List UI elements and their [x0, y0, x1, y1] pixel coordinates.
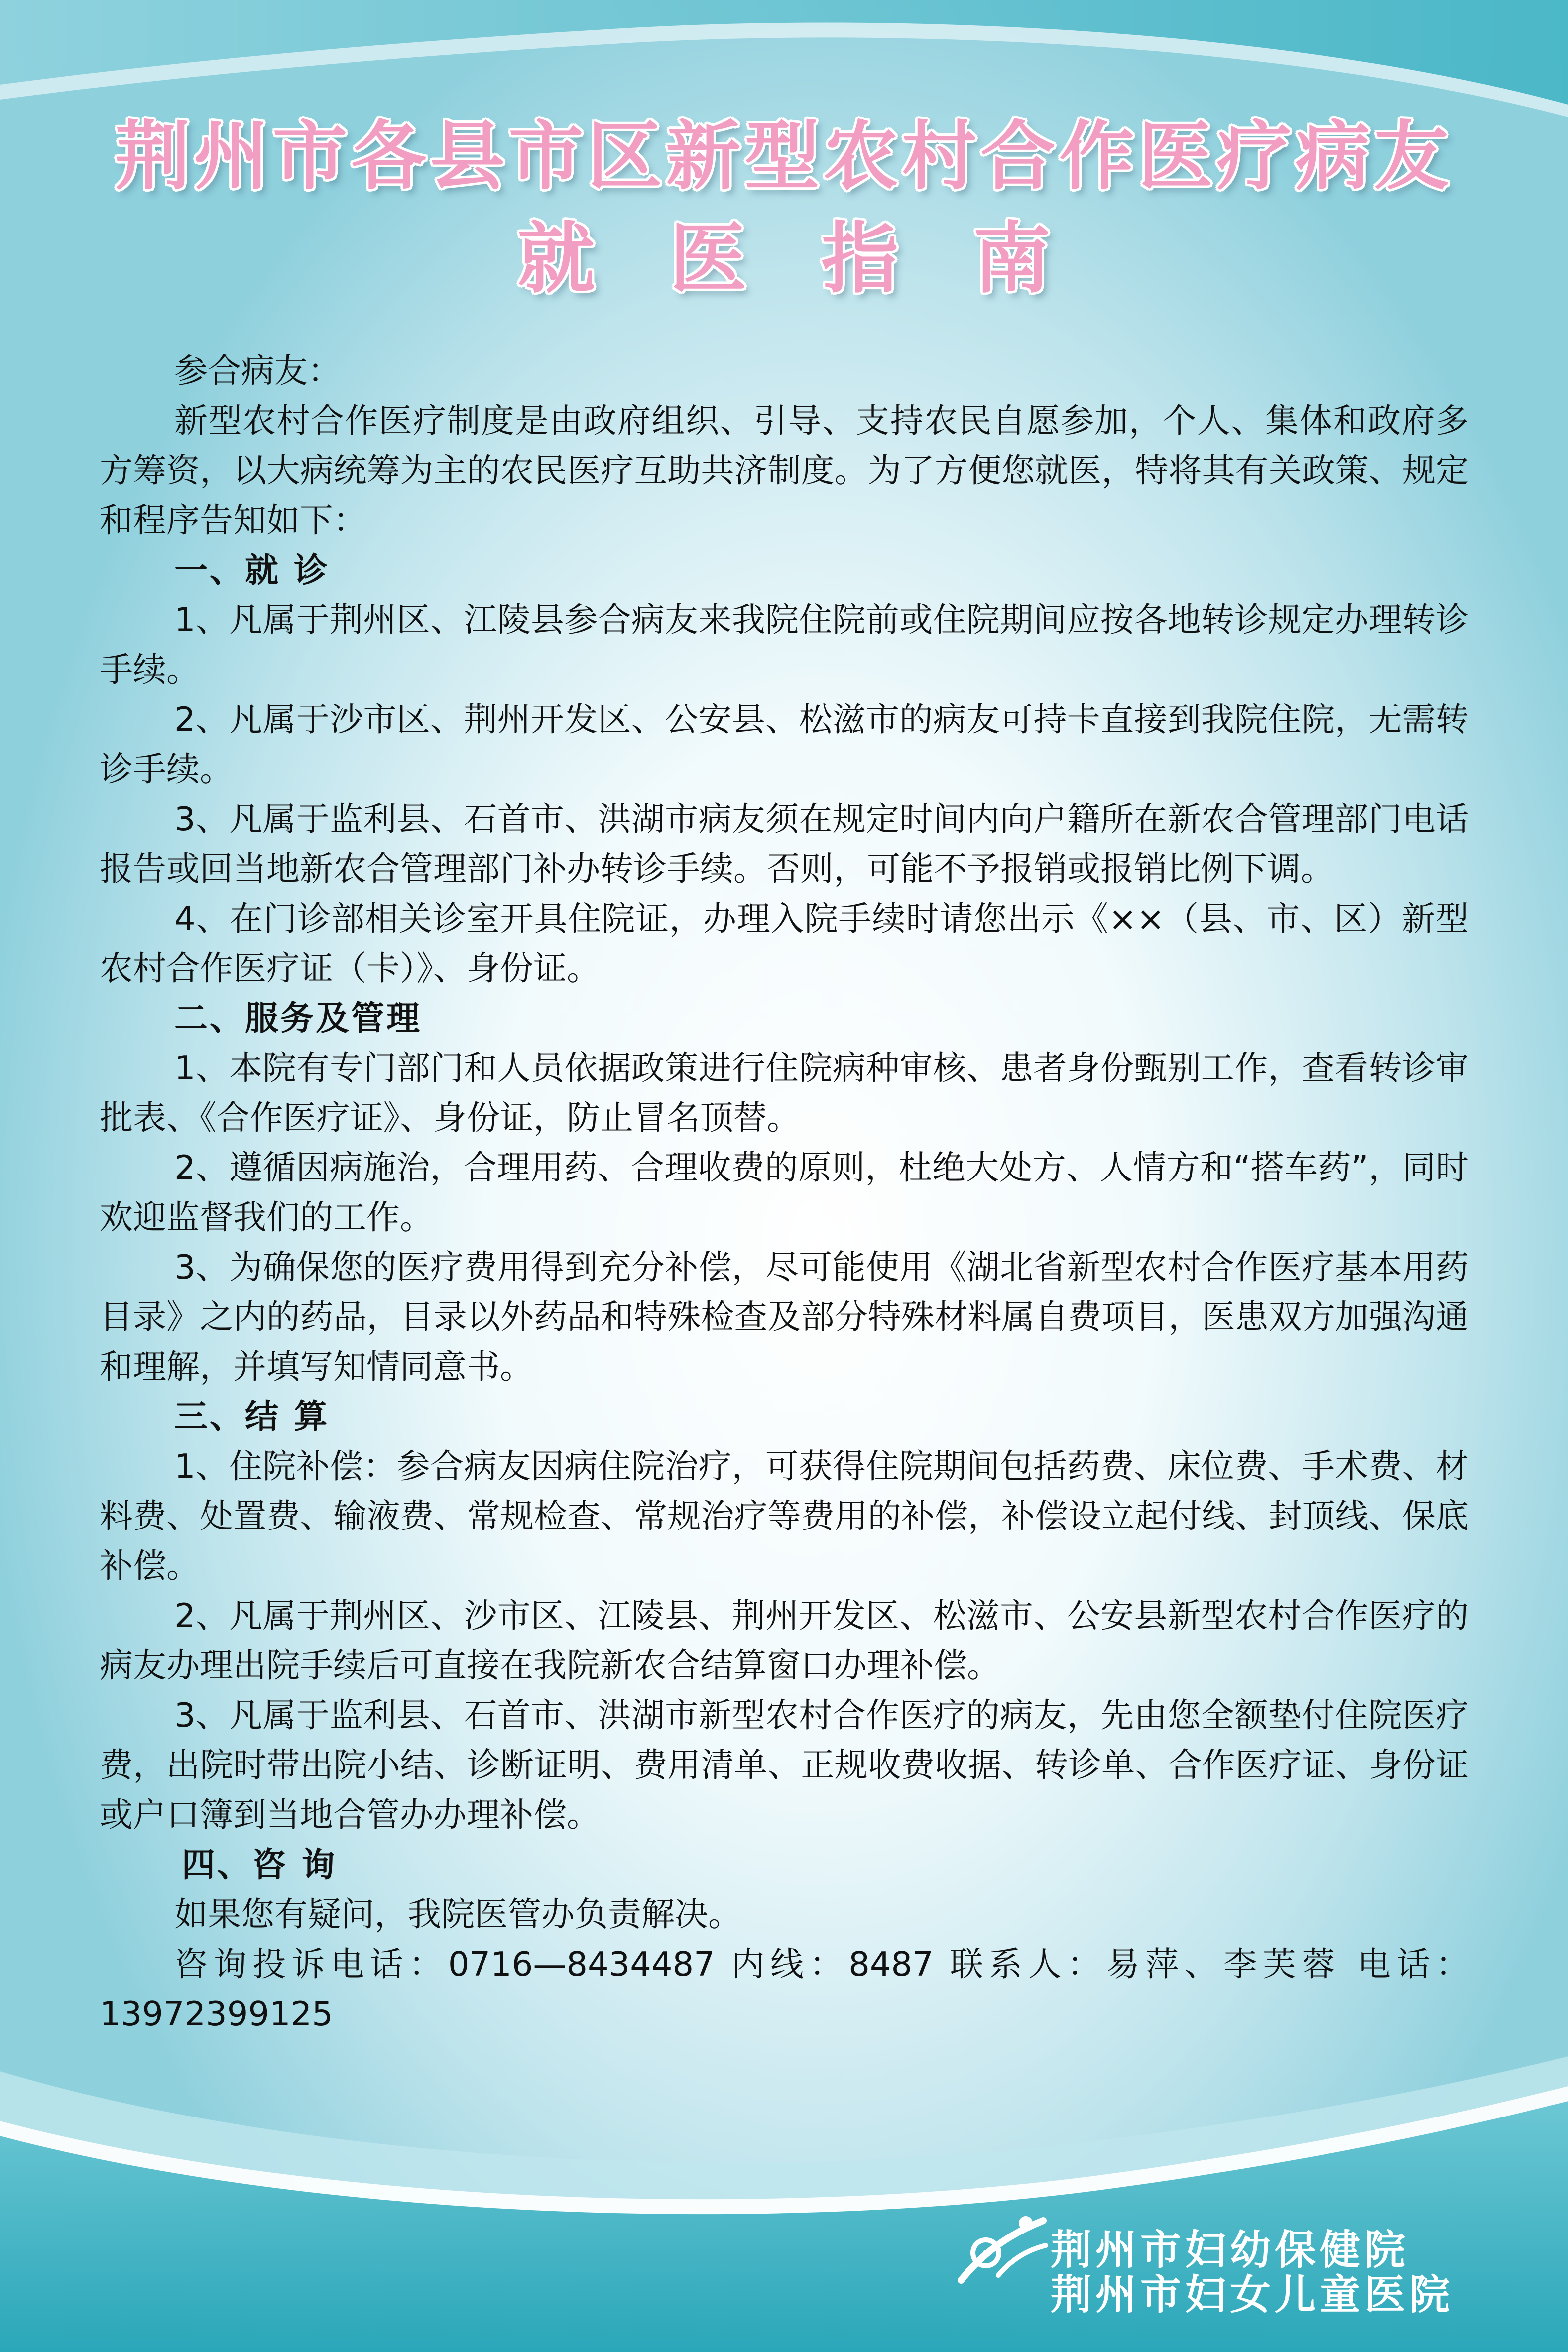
- consult-contact: 咨询投诉电话：0716—8434487 内线：8487 联系人：易萍、李芙蓉 电话：13972399125: [100, 1945, 1469, 2033]
- top-wave: [0, 0, 1568, 105]
- service-item-3: 3、为确保您的医疗费用得到充分补偿，尽可能使用《湖北省新型农村合作医疗基本用药目录》之内的药品，目录以外药品和特殊检查及部分特殊材料属自费项目，医患双方加强沟通和理解，并填写知情同意书。: [100, 1248, 1469, 1386]
- section-heading-consult: 四、咨 询: [182, 1845, 337, 1884]
- service-item-2: 2、遵循因病施治，合理用药、合理收费的原则，杜绝大处方、人情方和“搭车药”，同时欢迎监督我们的工作。: [100, 1148, 1469, 1237]
- settlement-item-2: 2、凡属于荆州区、沙市区、江陵县、荆州开发区、松滋市、公安县新型农村合作医疗的病友办理出院手续后可直接在我院新农合结算窗口办理补偿。: [100, 1596, 1469, 1685]
- hospital-name-1: 荆州市妇幼保健院: [1051, 2227, 1410, 2274]
- greeting: 参合病友：: [174, 352, 341, 390]
- guide-content: [100, 346, 1469, 2039]
- visit-item-3: 3、凡属于监利县、石首市、洪湖市病友须在规定时间内向户籍所在新农合管理部门电话报告或回当地新农合管理部门补办转诊手续。否则，可能不予报销或报销比例下调。: [100, 800, 1469, 888]
- visit-item-2: 2、凡属于沙市区、荆州开发区、公安县、松滋市的病友可持卡直接到我院住院，无需转诊手续。: [100, 700, 1469, 789]
- consult-item-1: 如果您有疑问，我院医管办负责解决。: [174, 1895, 741, 1934]
- intro-paragraph: 新型农村合作医疗制度是由政府组织、引导、支持农民自愿参加，个人、集体和政府多方筹资，以大病统筹为主的农民医疗互助共济制度。为了方便您就医，特将其有关政策、规定和程序告知如下：: [100, 401, 1469, 540]
- settlement-item-3: 3、凡属于监利县、石首市、洪湖市新型农村合作医疗的病友，先由您全额垫付住院医疗费，出院时带出院小结、诊断证明、费用清单、正规收费收据、转诊单、合作医疗证、身份证或户口簿到当地合管办办理补偿。: [100, 1696, 1469, 1834]
- hospital-logo-icon: [951, 2201, 1051, 2300]
- section-heading-visit: 一、就 诊: [174, 551, 330, 589]
- title-line-2: 就医指南: [517, 214, 1125, 304]
- hospital-name-2: 荆州市妇女儿童医院: [1051, 2271, 1454, 2319]
- visit-item-4: 4、在门诊部相关诊室开具住院证，办理入院手续时请您出示《××（县、市、区）新型农村合作医疗证（卡）》、身份证。: [100, 899, 1469, 988]
- settlement-item-1: 1、住院补偿：参合病友因病住院治疗，可获得住院期间包括药费、床位费、手术费、材料费、处置费、输液费、常规检查、常规治疗等费用的补偿，补偿设立起付线、封顶线、保底补偿。: [100, 1447, 1469, 1585]
- section-heading-service: 二、服务及管理: [174, 999, 422, 1038]
- service-item-1: 1、本院有专门部门和人员依据政策进行住院病种审核、患者身份甄别工作，查看转诊审批表、《合作医疗证》、身份证，防止冒名顶替。: [100, 1049, 1469, 1137]
- visit-item-1: 1、凡属于荆州区、江陵县参合病友来我院住院前或住院期间应按各地转诊规定办理转诊手续。: [100, 600, 1469, 689]
- title-line-1: 荆州市各县市区新型农村合作医疗病友: [115, 114, 1453, 200]
- section-heading-settlement: 三、结 算: [174, 1397, 330, 1436]
